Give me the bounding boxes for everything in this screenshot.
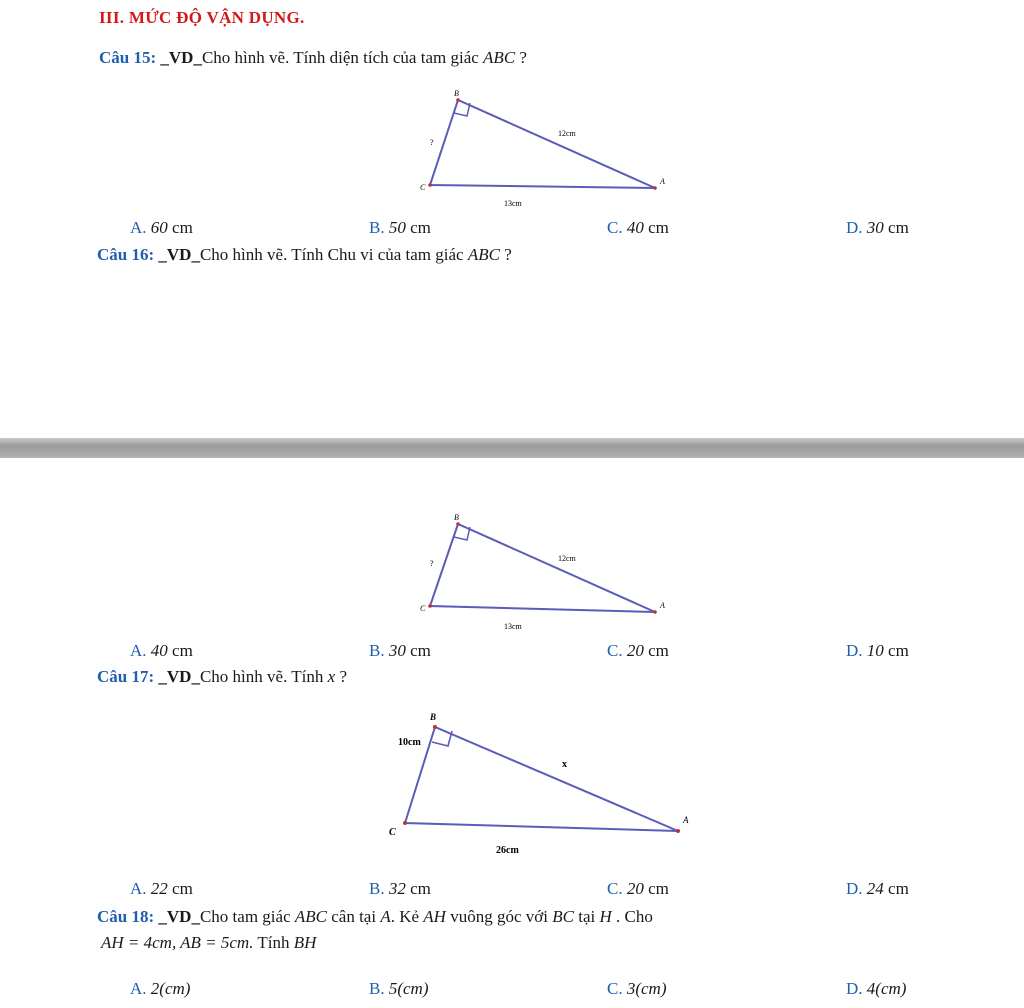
q17-option-d-value: 24	[866, 879, 884, 898]
q17-label-c: C	[389, 827, 396, 838]
q15-vertex-a	[653, 186, 657, 190]
q15-side-ac: 13cm	[504, 199, 522, 208]
question-18-text-6: . Cho	[616, 907, 653, 926]
question-18-code: _VD_	[158, 907, 200, 926]
q16-vertex-c	[428, 604, 432, 608]
q16-option-b-value: 30	[388, 641, 406, 660]
question-16-text: Cho hình vẽ. Tính Chu vi của tam giác	[199, 245, 464, 264]
q16-label-b: B	[454, 513, 459, 522]
q17-option-a-letter: A.	[130, 879, 147, 898]
question-15-math: ABC	[483, 48, 516, 67]
q17-option-a-unit: cm	[172, 879, 193, 898]
q15-vertex-c	[428, 183, 432, 187]
q15-option-b[interactable]	[369, 218, 431, 238]
q16-vertex-b	[456, 522, 460, 526]
q15-side-ab: 12cm	[558, 129, 576, 138]
q16-option-d-unit: cm	[888, 641, 909, 660]
q16-option-b[interactable]	[369, 641, 431, 661]
q17-side-ab: x	[562, 759, 567, 770]
q15-option-b-value: 50	[388, 218, 406, 237]
q16-option-a-value: 40	[150, 641, 168, 660]
question-16-label: Câu 16:	[97, 245, 155, 264]
question-18-text-2: cân tại	[331, 907, 377, 926]
question-18-math-4: BC	[552, 907, 574, 926]
question-16	[97, 245, 512, 265]
q16-option-c-letter: C.	[607, 641, 623, 660]
q16-option-b-letter: B.	[369, 641, 385, 660]
question-17-end: ?	[339, 667, 347, 686]
q17-option-c-unit: cm	[648, 879, 669, 898]
question-18-text-5: tại	[578, 907, 596, 926]
q17-option-c-value: 20	[626, 879, 644, 898]
q16-option-c[interactable]	[607, 641, 669, 661]
q16-option-a-letter: A.	[130, 641, 147, 660]
question-15-end: ?	[519, 48, 527, 67]
question-15	[99, 48, 527, 68]
q16-option-c-unit: cm	[648, 641, 669, 660]
q17-side-ac: 26cm	[496, 845, 519, 856]
q18-option-b-letter: B.	[369, 979, 385, 998]
q17-vertex-c	[403, 821, 407, 825]
q18-option-a-value: 2(cm)	[150, 979, 191, 998]
q18-option-d-letter: D.	[846, 979, 863, 998]
q15-triangle	[430, 100, 655, 188]
q17-option-a-value: 22	[150, 879, 168, 898]
q15-option-c-value: 40	[626, 218, 644, 237]
q17-label-a: A	[683, 815, 689, 825]
q15-option-d-value: 30	[866, 218, 884, 237]
question-16-code: _VD_	[158, 245, 200, 264]
q17-option-d-letter: D.	[846, 879, 863, 898]
question-18-text-4: vuông góc với	[450, 907, 548, 926]
q18-option-a[interactable]	[130, 979, 190, 999]
q15-option-c-unit: cm	[648, 218, 669, 237]
q18-option-d-value: 4(cm)	[866, 979, 907, 998]
question-18	[97, 907, 653, 927]
q15-label-b: B	[454, 89, 459, 98]
question-18-text-3: . Kẻ	[390, 907, 420, 926]
q17-option-d[interactable]	[846, 879, 909, 899]
q15-option-d[interactable]	[846, 218, 909, 238]
question-17-code: _VD_	[158, 667, 200, 686]
q16-side-bc: ?	[430, 559, 434, 568]
q17-vertex-b	[433, 725, 437, 729]
question-17-math: x	[327, 667, 336, 686]
q17-option-d-unit: cm	[888, 879, 909, 898]
q18-option-a-letter: A.	[130, 979, 147, 998]
q16-option-d-value: 10	[866, 641, 884, 660]
q17-label-b: B	[430, 712, 437, 722]
question-16-math: ABC	[467, 245, 500, 264]
question-18-math-1: ABC	[294, 907, 327, 926]
question-18-math-5: H	[599, 907, 612, 926]
q17-option-b-unit: cm	[410, 879, 431, 898]
question-16-end: ?	[504, 245, 512, 264]
q15-option-c[interactable]	[607, 218, 669, 238]
q16-option-d[interactable]	[846, 641, 909, 661]
q18-option-d[interactable]	[846, 979, 906, 999]
q15-vertex-b	[456, 98, 460, 102]
q15-side-bc: ?	[430, 138, 434, 147]
question-17	[97, 667, 347, 687]
q15-option-a-letter: A.	[130, 218, 147, 237]
question-18-math-2: A	[380, 907, 391, 926]
q18-option-c-value: 3(cm)	[626, 979, 667, 998]
q15-triangle-figure	[410, 86, 700, 216]
q18-option-b[interactable]	[369, 979, 429, 999]
q15-option-b-unit: cm	[410, 218, 431, 237]
question-18-line-2	[101, 933, 316, 953]
question-15-label: Câu 15:	[99, 48, 157, 67]
question-18-label: Câu 18:	[97, 907, 155, 926]
question-18-text-1: Cho tam giác	[199, 907, 291, 926]
q18-option-c[interactable]	[607, 979, 667, 999]
q16-option-d-letter: D.	[846, 641, 863, 660]
q18-option-c-letter: C.	[607, 979, 623, 998]
q16-option-b-unit: cm	[410, 641, 431, 660]
q15-option-a-unit: cm	[172, 218, 193, 237]
question-18-math-3: AH	[423, 907, 446, 926]
q15-label-a: A	[660, 177, 665, 186]
question-18-target: BH	[293, 933, 317, 952]
q15-option-a-value: 60	[150, 218, 168, 237]
question-15-code: _VD_	[160, 48, 202, 67]
q17-side-bc: 10cm	[398, 737, 421, 748]
q16-triangle	[430, 524, 655, 612]
section-title: III. MỨC ĐỘ VẬN DỤNG.	[99, 8, 305, 27]
q15-option-b-letter: B.	[369, 218, 385, 237]
question-18-given: AH = 4cm, AB = 5cm.	[101, 933, 254, 952]
q16-side-ac: 13cm	[504, 622, 522, 631]
q15-option-d-unit: cm	[888, 218, 909, 237]
q16-side-ab: 12cm	[558, 554, 576, 563]
page-divider	[0, 438, 1024, 458]
q17-triangle	[405, 727, 678, 831]
question-15-text: Cho hình vẽ. Tính diện tích của tam giác	[201, 48, 479, 67]
question-18-ask: Tính	[257, 933, 290, 952]
q17-vertex-a	[676, 829, 680, 833]
q17-option-b[interactable]	[369, 879, 431, 899]
question-17-label: Câu 17:	[97, 667, 155, 686]
q15-option-a[interactable]	[130, 218, 193, 238]
q17-triangle-figure	[380, 705, 720, 865]
q17-option-b-letter: B.	[369, 879, 385, 898]
q17-option-c[interactable]	[607, 879, 669, 899]
q16-option-a[interactable]	[130, 641, 193, 661]
question-17-text: Cho hình vẽ. Tính	[199, 667, 324, 686]
q17-option-a[interactable]	[130, 879, 193, 899]
q15-option-d-letter: D.	[846, 218, 863, 237]
q17-option-b-value: 32	[388, 879, 406, 898]
q15-option-c-letter: C.	[607, 218, 623, 237]
q16-option-c-value: 20	[626, 641, 644, 660]
q17-option-c-letter: C.	[607, 879, 623, 898]
q16-label-a: A	[660, 601, 665, 610]
q16-option-a-unit: cm	[172, 641, 193, 660]
q16-vertex-a	[653, 610, 657, 614]
q15-label-c: C	[420, 183, 426, 192]
q18-option-b-value: 5(cm)	[388, 979, 429, 998]
q16-label-c: C	[420, 604, 426, 613]
q16-triangle-figure	[410, 510, 700, 640]
